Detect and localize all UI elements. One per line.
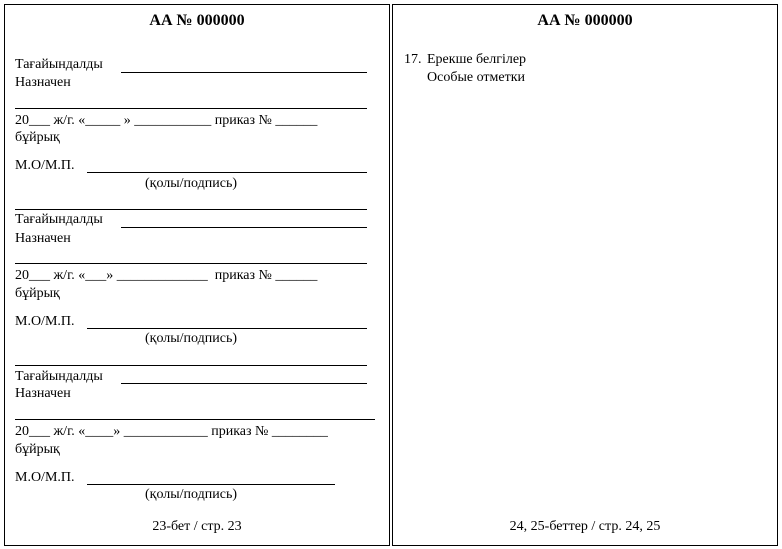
- entry-separator-1: [15, 209, 367, 210]
- entry-separator-2: [15, 365, 367, 366]
- order-line-2: 20___ ж/г. «___» _____________ приказ № ______: [15, 268, 318, 283]
- assigned-kz-label-3: Тағайындалды: [15, 369, 103, 384]
- order-kz-label-1: бұйрық: [15, 130, 60, 145]
- signature-line-2: [87, 328, 367, 329]
- assigned-continuation-line-1: [15, 108, 367, 109]
- assigned-ru-label-3: Назначен: [15, 386, 71, 401]
- order-kz-label-3: бұйрық: [15, 442, 60, 457]
- left-page-title: АА № 000000: [149, 12, 245, 29]
- right-page: [392, 4, 778, 546]
- special-marks-ru: Особые отметки: [427, 70, 525, 85]
- signature-line-3: [87, 484, 335, 485]
- assigned-continuation-line-2: [15, 263, 367, 264]
- order-line-1: 20___ ж/г. «_____ » ___________ приказ № ______: [15, 113, 318, 128]
- assigned-ru-label-1: Назначен: [15, 75, 71, 90]
- assigned-kz-label-1: Тағайындалды: [15, 57, 103, 72]
- order-kz-label-2: бұйрық: [15, 286, 60, 301]
- order-line-3: 20___ ж/г. «____» ____________ приказ № ________: [15, 424, 328, 439]
- left-page: [4, 4, 390, 546]
- item-number: 17.: [404, 52, 422, 67]
- signature-label-2: (қолы/подпись): [145, 331, 238, 346]
- assigned-ru-label-2: Назначен: [15, 231, 71, 246]
- assigned-line-3: [121, 383, 367, 384]
- assigned-kz-label-2: Тағайындалды: [15, 212, 103, 227]
- assigned-line-1: [121, 72, 367, 73]
- seal-label-1: М.О/М.П.: [15, 158, 75, 173]
- assigned-continuation-line-3: [15, 419, 375, 420]
- signature-label-1: (қолы/подпись): [145, 176, 238, 191]
- signature-label-3: (қолы/подпись): [145, 487, 238, 502]
- assigned-line-2: [121, 227, 367, 228]
- seal-label-3: М.О/М.П.: [15, 470, 75, 485]
- special-marks-kz: Ерекше белгілер: [427, 52, 527, 67]
- left-page-footer: 23-бет / стр. 23: [152, 519, 242, 534]
- signature-line-1: [87, 172, 367, 173]
- right-page-footer: 24, 25-беттер / стр. 24, 25: [509, 519, 661, 534]
- seal-label-2: М.О/М.П.: [15, 314, 75, 329]
- right-page-title: АА № 000000: [537, 12, 633, 29]
